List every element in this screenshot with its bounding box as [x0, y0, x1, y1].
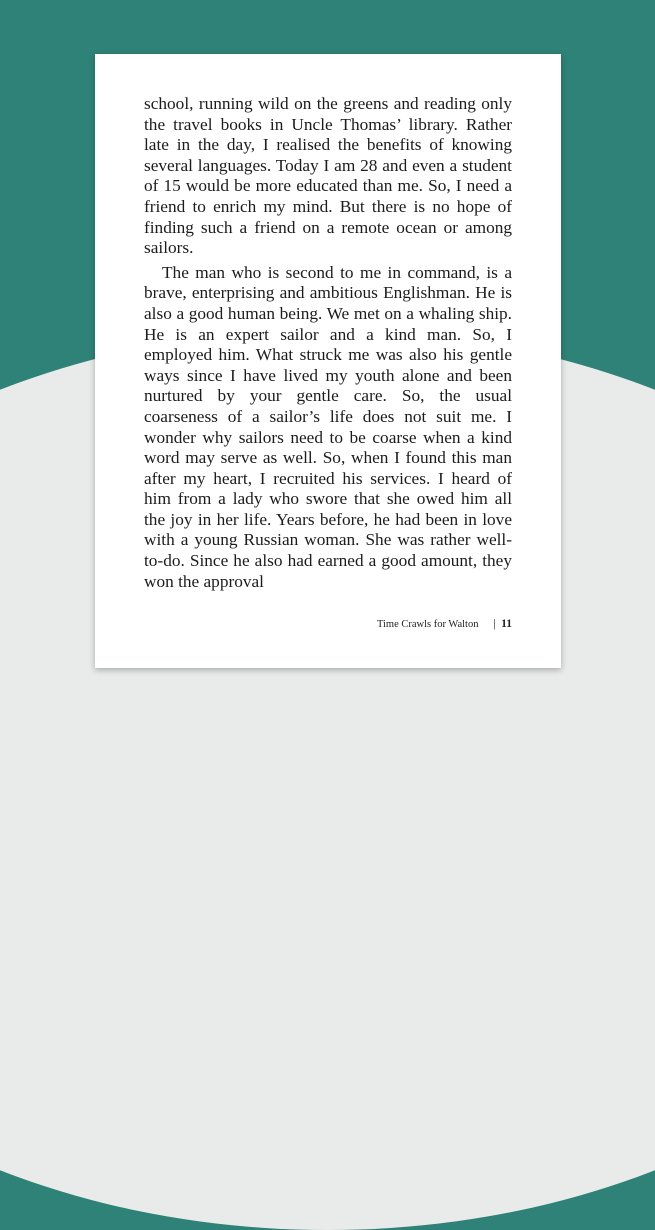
running-title: Time Crawls for Walton — [376, 619, 479, 630]
footer-separator: | — [493, 616, 496, 630]
page-number: 11 — [501, 618, 512, 630]
body-text — [144, 94, 512, 592]
paragraph-1: school, running wild on the greens and reading only the travel books in Uncle Thomas’ library. Rather late in the day, I realised the benefits of knowing several languages. Today I am 28 and even a student of 15 would be more educated than me. So, I need a friend to enrich my mind. But there is no hope of finding such a friend on a remote ocean or among sailors. — [144, 94, 512, 258]
book-page — [95, 54, 561, 668]
page-footer — [377, 616, 512, 631]
paragraph-2: The man who is second to me in command, is a brave, enterprising and ambitious Englishman. He is also a good human being. We met on a whaling ship. He is an expert sailor and a kind man. So, I employed him. What struck me was also his gentle ways since I have lived my youth alone and been nurtured by your gentle care. So, the usual coarseness of a sailor’s life does not suit me. I wonder why sailors need to be coarse when a kind word may serve as well. So, when I found this man after my heart, I recruited his services. I heard of him from a lady who swore that she owed him all the joy in her life. Years before, he had been in love with a young Russian woman. She was rather well-to-do. Since he also had earned a good amount, they won the approval — [144, 262, 512, 591]
